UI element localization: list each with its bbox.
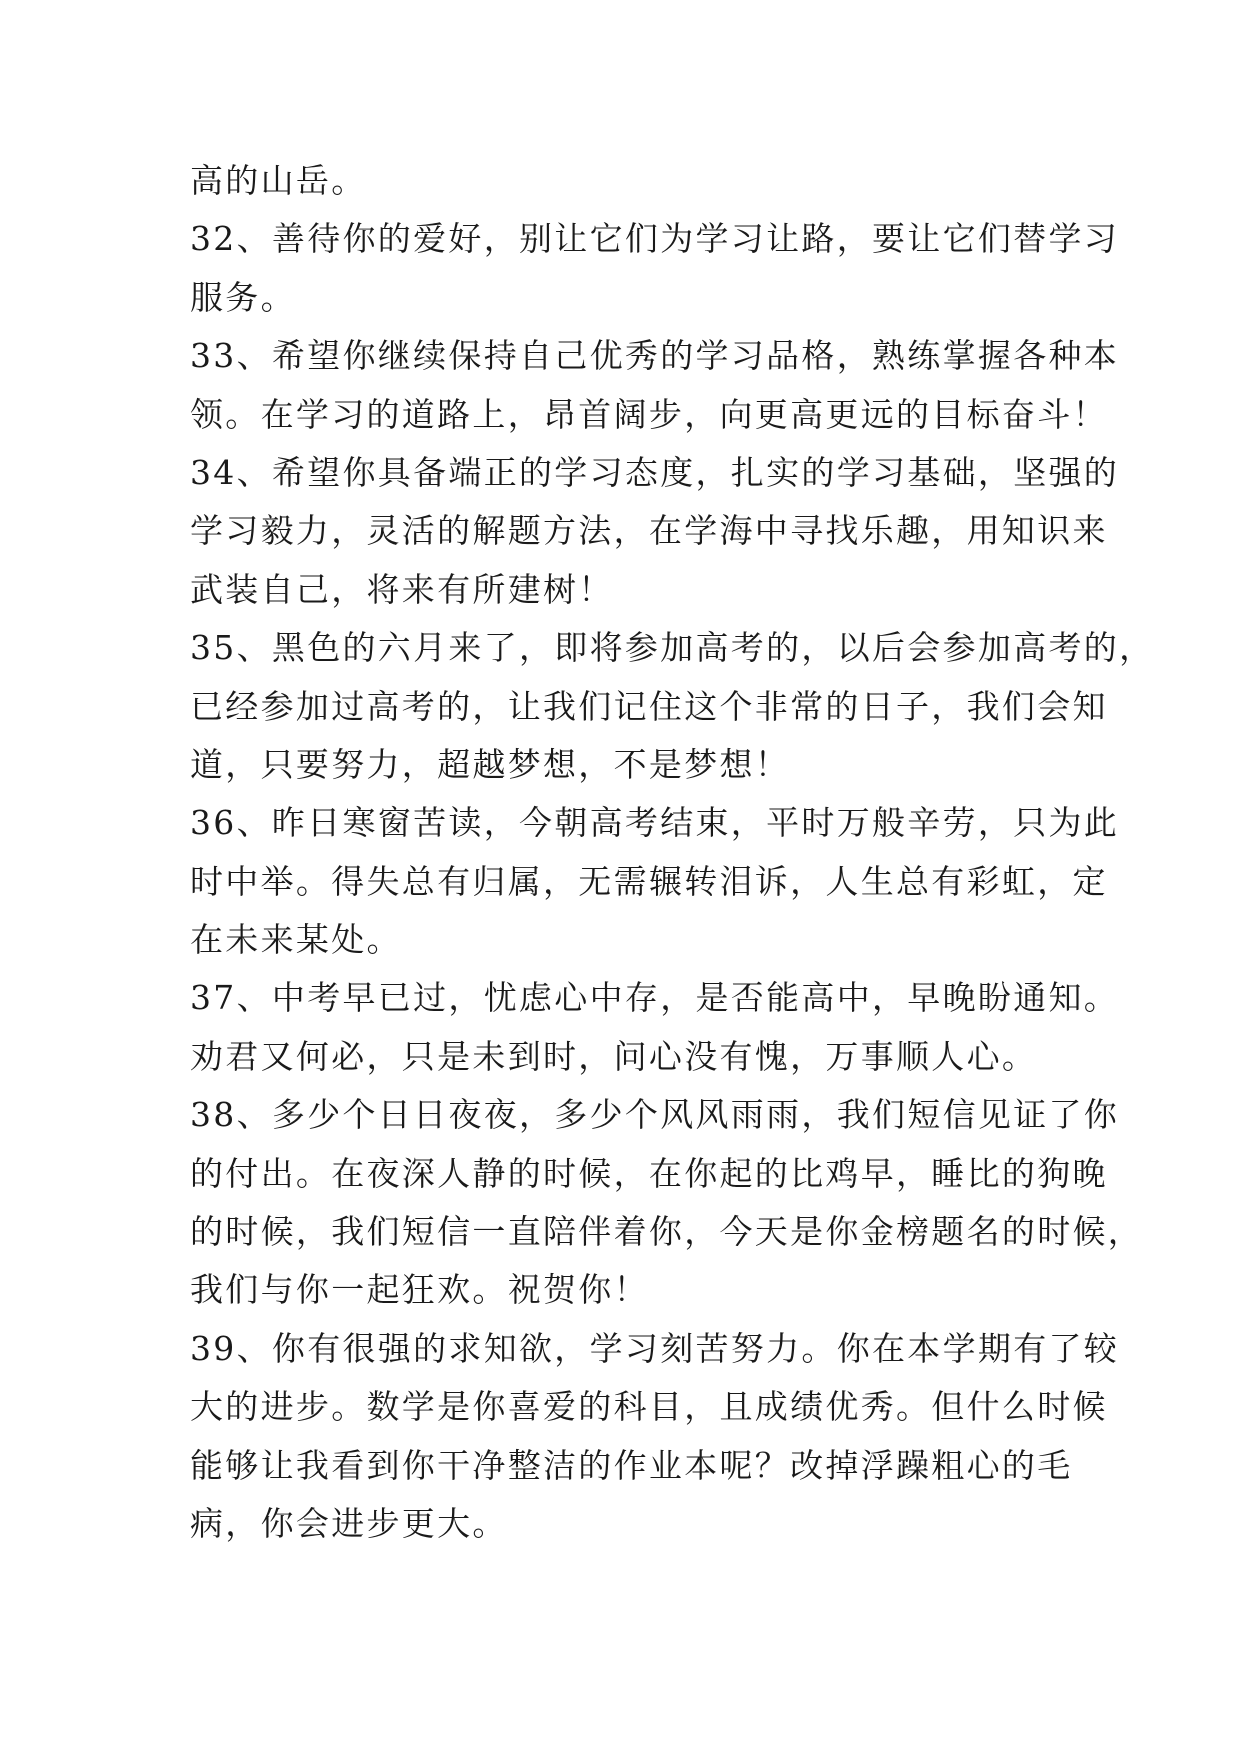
text-line: 34、希望你具备端正的学习态度，扎实的学习基础，坚强的 (190, 452, 1120, 492)
text-line: 劝君又何必，只是未到时，问心没有愧，万事顺人心。 (190, 1036, 1038, 1076)
text-line: 大的进步。数学是你喜爱的科目，且成绩优秀。但什么时候 (190, 1387, 1108, 1427)
text-line: 学习毅力，灵活的解题方法，在学海中寻找乐趣，用知识来 (190, 511, 1108, 551)
text-line: 36、昨日寒窗苦读，今朝高考结束，平时万般辛劳，只为此 (190, 803, 1120, 843)
text-line: 服务。 (190, 277, 296, 317)
text-line: 病，你会进步更大。 (190, 1503, 508, 1543)
text-line: 的付出。在夜深人静的时候，在你起的比鸡早，睡比的狗晚 (190, 1153, 1108, 1193)
text-line: 的时候，我们短信一直陪伴着你，今天是你金榜题名的时候， (190, 1212, 1144, 1252)
text-line: 能够让我看到你干净整洁的作业本呢？改掉浮躁粗心的毛 (190, 1445, 1073, 1485)
text-line: 时中举。得失总有归属，无需辗转泪诉，人生总有彩虹，定 (190, 861, 1108, 901)
text-line: 32、善待你的爱好，别让它们为学习让路，要让它们替学习 (190, 219, 1120, 259)
text-line: 我们与你一起狂欢。祝贺你！ (190, 1270, 649, 1310)
text-line: 33、希望你继续保持自己优秀的学习品格，熟练掌握各种本 (190, 336, 1120, 376)
text-line: 道，只要努力，超越梦想，不是梦想！ (190, 744, 791, 784)
text-line: 高的山岳。 (190, 161, 367, 200)
text-line: 39、你有很强的求知欲，学习刻苦努力。你在本学期有了较 (190, 1328, 1120, 1368)
document-body (190, 152, 1155, 1553)
text-line: 在未来某处。 (190, 920, 402, 960)
text-line: 38、多少个日日夜夜，多少个风风雨雨，我们短信见证了你 (190, 1095, 1120, 1135)
text-line: 领。在学习的道路上，昂首阔步，向更高更远的目标奋斗！ (190, 394, 1108, 434)
text-line: 武装自己，将来有所建树！ (190, 569, 614, 609)
text-line: 35、黑色的六月来了，即将参加高考的，以后会参加高考的， (190, 628, 1155, 668)
text-line: 37、中考早已过，忧虑心中存，是否能高中，早晚盼通知。 (190, 978, 1120, 1018)
text-line: 已经参加过高考的，让我们记住这个非常的日子，我们会知 (190, 686, 1108, 726)
